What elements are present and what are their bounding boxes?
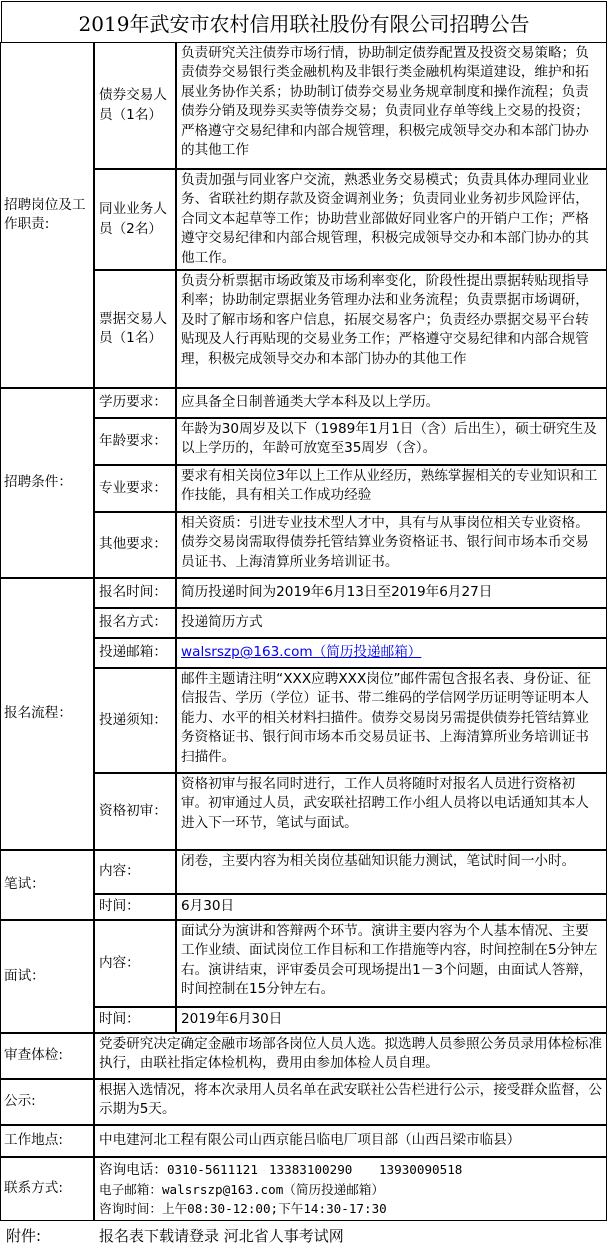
section-process-label: 报名流程： [0,578,94,850]
condition-key: 专业要求： [94,465,176,512]
condition-key: 年龄要求： [94,418,176,465]
contact-label: 联系方式: [0,1157,94,1221]
position-duty: 负责研究关注债券市场行情，协助制定债券配置及投资交易策略；负责债券交易银行类金融机构及非银行类金融机构渠道建设，维护和拓展业务协作关系；协助制订债券交易业务规章制度和操作流程；负责债券分销及现券买卖等债券交易；负责同业存单等线上交易的投资；严格遵守交易纪律和内部合规管理，积极完成领导交办和本部门协办的其他工作 [176,42,607,169]
review-value: 党委研究决定确定金融市场部各岗位人员人选。拟选聘人员参照公务员录用体检标准执行，由联社指定体检机构，费用由参加体检人员自理。 [94,1033,607,1079]
section-interview-label: 面试： [0,920,94,1033]
position-name: 同业业务人员（2名） [94,169,176,270]
phone-number[interactable]: 0310-5611121 [166,1162,258,1177]
process-key: 投递邮箱： [94,638,176,668]
interview-key: 内容： [94,920,176,1007]
condition-value: 相关资质：引进专业技术型人才中，具有与从事岗位相关专业资格。债券交易岗需取得债券托管结算业务资格证书、银行间市场本币交易员证书、上海清算所业务培训证书。 [176,512,607,578]
phone-label: 咨询电话： [99,1162,167,1178]
publicity-label: 公示: [0,1079,94,1125]
condition-key: 学历要求： [94,388,176,418]
contact-hours-line: 咨询时间：上午08:30-12:00;下午14:30-17:30 [99,1201,387,1216]
interview-key: 时间： [94,1007,176,1033]
process-value: 简历投递时间为2019年6月13日至2019年6月27日 [176,578,607,608]
location-value: 中电建河北工程有限公司山西京能吕临电厂项目部（山西吕梁市临县） [94,1125,607,1157]
process-key: 投递须知： [94,668,176,773]
page-title: 2019年武安市农村信用联社股份有限公司招聘公告 [1,1,607,43]
contact-value [94,1157,607,1221]
process-value: 邮件主题请注明“XXX应聘XXX岗位”邮件需包含报名表、身份证、征信报告、学历（学位）证书、带二维码的学信网学历证明等证明本人能力、水平的相关材料扫描件。债券交易岗另需提供债券托管结算业务资格证书、银行间市场本币交易员证书、上海清算所业务培训证书扫描件。 [176,668,607,773]
position-name: 票据交易人员（1名） [94,270,176,388]
process-value: 投递简历方式 [176,608,607,638]
section-positions-label: 招聘岗位及工作职责: [0,42,94,388]
interview-value: 面试分为演讲和答辩两个环节。演讲主要内容为个人基本情况、主要工作业绩、面试岗位工作目标和工作措施等内容，时间控制在5分钟左右。演讲结束，评审委员会可现场提出1－3个问题，由面试人答辩，时间控制在15分钟左右。 [176,920,607,1007]
process-key: 报名时间： [94,578,176,608]
position-duty: 负责加强与同业客户交流，熟悉业务交易模式；负责具体办理同业业务、省联社约期存款及资金调剂业务；负责同业业务初步风险评估，合同文本起草等工作；协助营业部做好同业客户的开销户工作；严格遵守交易纪律和内部合规管理，积极完成领导交办和本部门协办的其他工作。 [176,169,607,270]
test-key: 内容： [94,850,176,894]
contact-phone-line [99,1160,602,1180]
application-email-link[interactable]: walsrszp@163.com（简历投递邮箱） [181,644,422,661]
location-label: 工作地点: [0,1125,94,1157]
process-key: 报名方式： [94,608,176,638]
section-conditions-label: 招聘条件： [0,388,94,578]
attachment-label: 附件: [6,1226,42,1245]
test-value: 6月30日 [176,894,607,920]
condition-value: 应具备全日制普通类大学本科及以上学历。 [176,388,607,418]
position-duty: 负责分析票据市场政策及市场利率变化，阶段性提出票据转贴现指导利率；协助制定票据业务管理办法和业务流程；负责票据市场调研，及时了解市场和客户信息，拓展交易客户；负责经办票据交易平台转贴现及人行再贴现的交易业务工作；严格遵守交易纪律和内部合规管理，积极完成领导交办和本部门协办的其他工作 [176,270,607,388]
publicity-value: 根据入选情况，将本次录用人员名单在武安联社公告栏进行公示，接受群众监督，公示期为5天。 [94,1079,607,1125]
interview-value: 2019年6月30日 [176,1007,607,1033]
section-written-test-label: 笔试： [0,850,94,920]
attachment-text: 报名表下载请登录 河北省人事考试网 [99,1226,344,1245]
test-key: 时间： [94,894,176,920]
process-value: 资格初审与报名同时进行，工作人员将随时对报名人员进行资格初审。初审通过人员，武安联社招聘工作小组人员将以电话通知其本人进入下一环节，笔试与面试。 [176,773,607,850]
contact-email-line: 电子邮箱：walsrszp@163.com（简历投递邮箱） [99,1182,385,1197]
phone-number[interactable]: 13383100290 [268,1162,353,1177]
condition-value: 要求有相关岗位3年以上工作从业经历，熟练掌握相关的专业知识和工作技能，具有相关工作成功经验 [176,465,607,512]
phone-number[interactable]: 13930090518 [378,1162,463,1177]
condition-key: 其他要求： [94,512,176,578]
condition-value: 年龄为30周岁及以下（1989年1月1日（含）后出生），硕士研究生及以上学历的，年龄可放宽至35周岁（含）。 [176,418,607,465]
process-value-cell [176,638,607,668]
test-value: 闭卷，主要内容为相关岗位基础知识能力测试，笔试时间一小时。 [176,850,607,894]
attachment-row [0,1222,608,1248]
process-key: 资格初审： [94,773,176,850]
position-name: 债券交易人员（1名） [94,42,176,169]
review-label: 审查体检: [0,1033,94,1079]
